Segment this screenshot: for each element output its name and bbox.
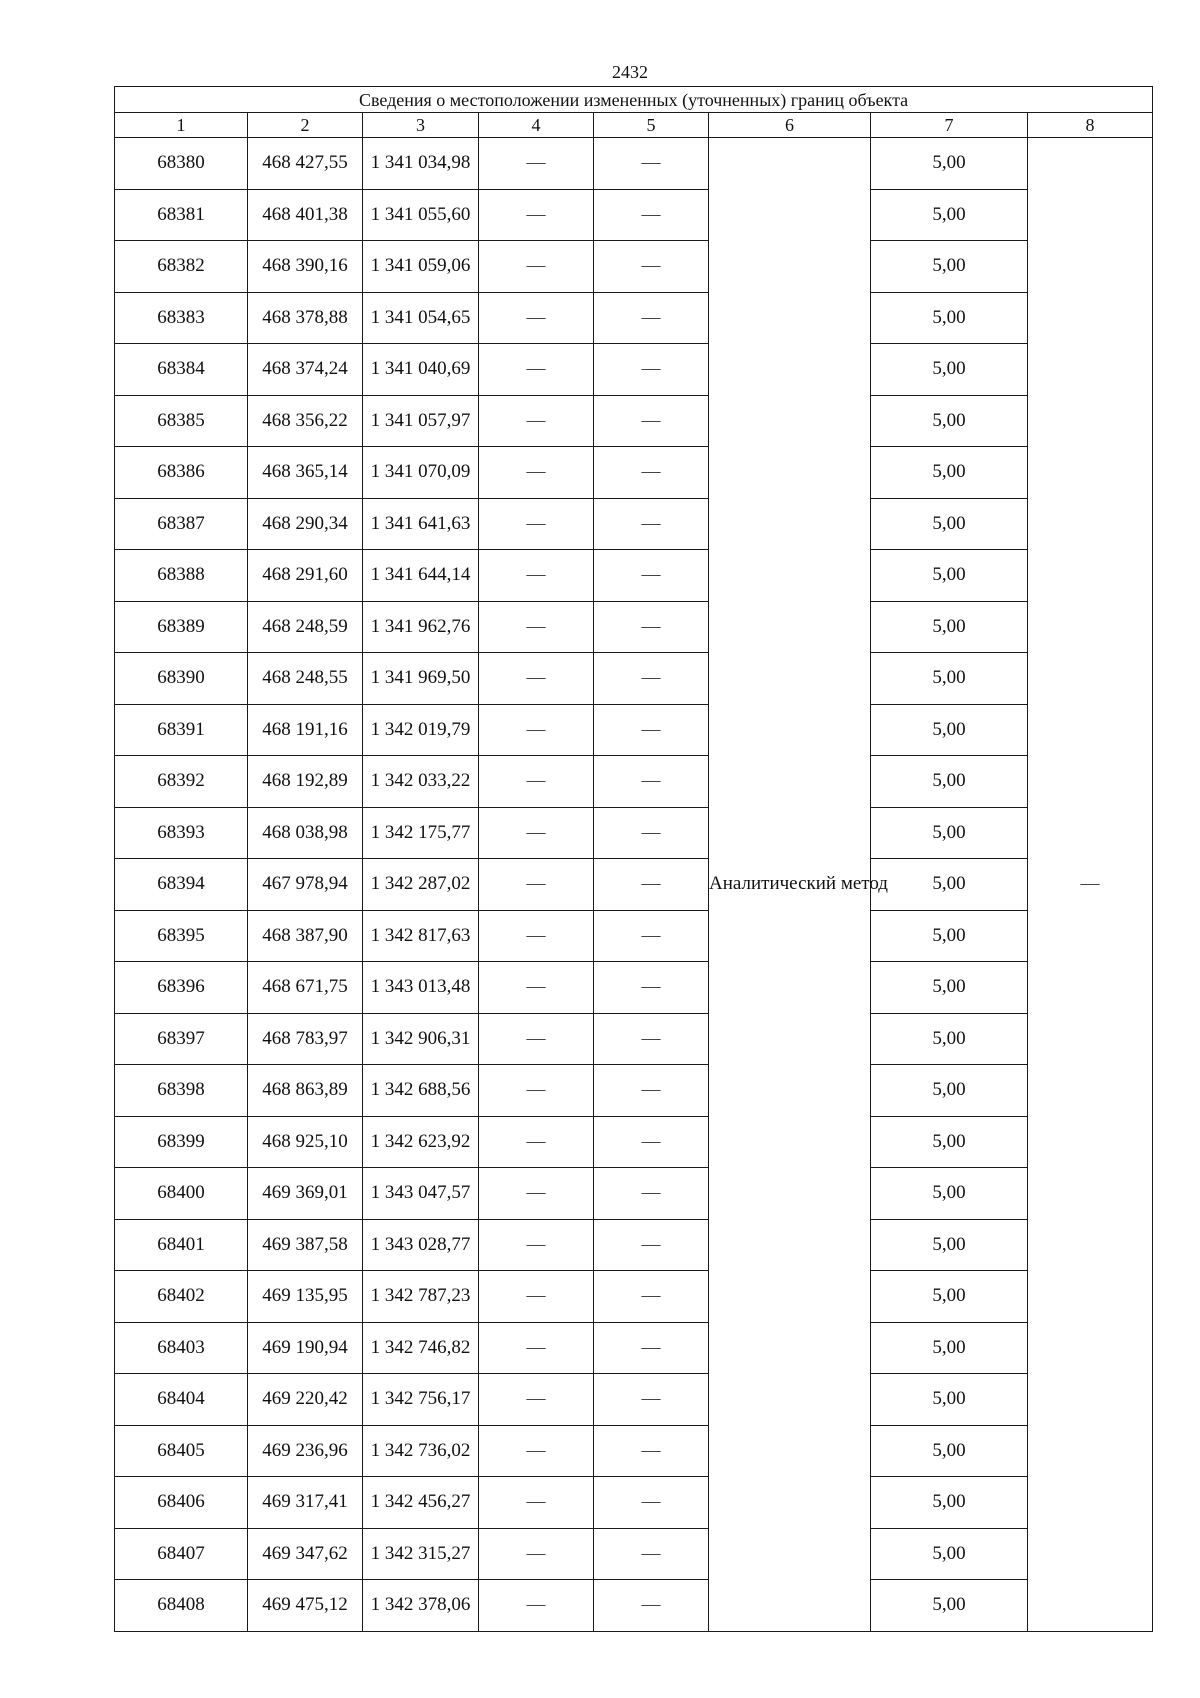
column-header: 7 bbox=[871, 113, 1028, 138]
table-row bbox=[115, 1477, 1153, 1529]
accuracy-cell: 5,00 bbox=[871, 1219, 1028, 1271]
column-4-cell: — bbox=[479, 1425, 594, 1477]
y-coordinate-cell: 1 341 040,69 bbox=[363, 344, 479, 396]
table-row bbox=[115, 292, 1153, 344]
y-coordinate-cell: 1 343 013,48 bbox=[363, 962, 479, 1014]
y-coordinate-cell: 1 342 623,92 bbox=[363, 1116, 479, 1168]
point-number-cell: 68393 bbox=[115, 807, 248, 859]
y-coordinate-cell: 1 341 057,97 bbox=[363, 395, 479, 447]
point-number-cell: 68395 bbox=[115, 910, 248, 962]
column-5-cell: — bbox=[594, 1065, 709, 1117]
column-header: 5 bbox=[594, 113, 709, 138]
y-coordinate-cell: 1 342 033,22 bbox=[363, 756, 479, 808]
column-4-cell: — bbox=[479, 189, 594, 241]
column-5-cell: — bbox=[594, 704, 709, 756]
column-4-cell: — bbox=[479, 653, 594, 705]
y-coordinate-cell: 1 342 756,17 bbox=[363, 1374, 479, 1426]
accuracy-cell: 5,00 bbox=[871, 653, 1028, 705]
column-4-cell: — bbox=[479, 1219, 594, 1271]
table-row bbox=[115, 756, 1153, 808]
point-number-cell: 68385 bbox=[115, 395, 248, 447]
column-5-cell: — bbox=[594, 807, 709, 859]
x-coordinate-cell: 469 220,42 bbox=[248, 1374, 363, 1426]
x-coordinate-cell: 469 369,01 bbox=[248, 1168, 363, 1220]
column-4-cell: — bbox=[479, 395, 594, 447]
y-coordinate-cell: 1 342 906,31 bbox=[363, 1013, 479, 1065]
point-number-cell: 68387 bbox=[115, 498, 248, 550]
x-coordinate-cell: 468 863,89 bbox=[248, 1065, 363, 1117]
accuracy-cell: 5,00 bbox=[871, 601, 1028, 653]
x-coordinate-cell: 468 291,60 bbox=[248, 550, 363, 602]
y-coordinate-cell: 1 342 175,77 bbox=[363, 807, 479, 859]
x-coordinate-cell: 468 248,59 bbox=[248, 601, 363, 653]
column-5-cell: — bbox=[594, 601, 709, 653]
table-row bbox=[115, 1271, 1153, 1323]
table-body bbox=[115, 138, 1153, 1632]
point-number-cell: 68398 bbox=[115, 1065, 248, 1117]
accuracy-cell: 5,00 bbox=[871, 138, 1028, 190]
x-coordinate-cell: 468 378,88 bbox=[248, 292, 363, 344]
table-row bbox=[115, 138, 1153, 190]
point-number-cell: 68383 bbox=[115, 292, 248, 344]
column-4-cell: — bbox=[479, 1580, 594, 1632]
column-5-cell: — bbox=[594, 447, 709, 499]
column-5-cell: — bbox=[594, 962, 709, 1014]
point-number-cell: 68399 bbox=[115, 1116, 248, 1168]
y-coordinate-cell: 1 341 070,09 bbox=[363, 447, 479, 499]
accuracy-cell: 5,00 bbox=[871, 550, 1028, 602]
x-coordinate-cell: 469 475,12 bbox=[248, 1580, 363, 1632]
point-number-cell: 68408 bbox=[115, 1580, 248, 1632]
accuracy-cell: 5,00 bbox=[871, 1065, 1028, 1117]
column-5-cell: — bbox=[594, 138, 709, 190]
accuracy-cell: 5,00 bbox=[871, 344, 1028, 396]
table-row bbox=[115, 1116, 1153, 1168]
y-coordinate-cell: 1 343 047,57 bbox=[363, 1168, 479, 1220]
y-coordinate-cell: 1 342 787,23 bbox=[363, 1271, 479, 1323]
point-number-cell: 68401 bbox=[115, 1219, 248, 1271]
y-coordinate-cell: 1 342 456,27 bbox=[363, 1477, 479, 1529]
point-number-cell: 68390 bbox=[115, 653, 248, 705]
column-4-cell: — bbox=[479, 241, 594, 293]
x-coordinate-cell: 469 190,94 bbox=[248, 1322, 363, 1374]
x-coordinate-cell: 468 290,34 bbox=[248, 498, 363, 550]
column-5-cell: — bbox=[594, 1013, 709, 1065]
accuracy-cell: 5,00 bbox=[871, 807, 1028, 859]
column-5-cell: — bbox=[594, 1477, 709, 1529]
accuracy-cell: 5,00 bbox=[871, 1013, 1028, 1065]
column-5-cell: — bbox=[594, 756, 709, 808]
point-number-cell: 68400 bbox=[115, 1168, 248, 1220]
accuracy-cell: 5,00 bbox=[871, 1580, 1028, 1632]
accuracy-cell: 5,00 bbox=[871, 910, 1028, 962]
table-row bbox=[115, 189, 1153, 241]
point-number-cell: 68406 bbox=[115, 1477, 248, 1529]
point-number-cell: 68389 bbox=[115, 601, 248, 653]
table-row bbox=[115, 1528, 1153, 1580]
y-coordinate-cell: 1 342 019,79 bbox=[363, 704, 479, 756]
table-row bbox=[115, 550, 1153, 602]
y-coordinate-cell: 1 341 034,98 bbox=[363, 138, 479, 190]
y-coordinate-cell: 1 341 644,14 bbox=[363, 550, 479, 602]
column-5-cell: — bbox=[594, 1116, 709, 1168]
accuracy-cell: 5,00 bbox=[871, 1271, 1028, 1323]
x-coordinate-cell: 468 192,89 bbox=[248, 756, 363, 808]
accuracy-cell: 5,00 bbox=[871, 962, 1028, 1014]
x-coordinate-cell: 468 427,55 bbox=[248, 138, 363, 190]
x-coordinate-cell: 468 038,98 bbox=[248, 807, 363, 859]
table-row bbox=[115, 859, 1153, 911]
point-number-cell: 68403 bbox=[115, 1322, 248, 1374]
column-4-cell: — bbox=[479, 292, 594, 344]
boundary-coordinates-table bbox=[114, 86, 1153, 1632]
table-row bbox=[115, 1322, 1153, 1374]
point-number-cell: 68404 bbox=[115, 1374, 248, 1426]
x-coordinate-cell: 468 248,55 bbox=[248, 653, 363, 705]
table-row bbox=[115, 447, 1153, 499]
x-coordinate-cell: 468 925,10 bbox=[248, 1116, 363, 1168]
column-4-cell: — bbox=[479, 1271, 594, 1323]
column-4-cell: — bbox=[479, 498, 594, 550]
table-row bbox=[115, 1425, 1153, 1477]
column-4-cell: — bbox=[479, 859, 594, 911]
x-coordinate-cell: 468 356,22 bbox=[248, 395, 363, 447]
column-header: 2 bbox=[248, 113, 363, 138]
x-coordinate-cell: 469 347,62 bbox=[248, 1528, 363, 1580]
point-number-cell: 68407 bbox=[115, 1528, 248, 1580]
table-row bbox=[115, 1580, 1153, 1632]
y-coordinate-cell: 1 341 969,50 bbox=[363, 653, 479, 705]
x-coordinate-cell: 468 374,24 bbox=[248, 344, 363, 396]
point-number-cell: 68381 bbox=[115, 189, 248, 241]
column-5-cell: — bbox=[594, 1219, 709, 1271]
column-header-row bbox=[115, 113, 1153, 138]
column-5-cell: — bbox=[594, 653, 709, 705]
column-4-cell: — bbox=[479, 550, 594, 602]
point-number-cell: 68388 bbox=[115, 550, 248, 602]
table-row bbox=[115, 807, 1153, 859]
column-5-cell: — bbox=[594, 395, 709, 447]
accuracy-cell: 5,00 bbox=[871, 1322, 1028, 1374]
column-5-cell: — bbox=[594, 1528, 709, 1580]
y-coordinate-cell: 1 341 054,65 bbox=[363, 292, 479, 344]
y-coordinate-cell: 1 342 736,02 bbox=[363, 1425, 479, 1477]
column-5-cell: — bbox=[594, 1374, 709, 1426]
y-coordinate-cell: 1 341 962,76 bbox=[363, 601, 479, 653]
accuracy-cell: 5,00 bbox=[871, 1528, 1028, 1580]
method-cell: Аналитический метод bbox=[709, 138, 871, 1632]
page-number: 2432 bbox=[612, 62, 648, 82]
y-coordinate-cell: 1 342 315,27 bbox=[363, 1528, 479, 1580]
column-4-cell: — bbox=[479, 447, 594, 499]
y-coordinate-cell: 1 342 746,82 bbox=[363, 1322, 479, 1374]
column-5-cell: — bbox=[594, 550, 709, 602]
column-8-cell: — bbox=[1028, 138, 1153, 1632]
column-5-cell: — bbox=[594, 344, 709, 396]
table-row bbox=[115, 601, 1153, 653]
point-number-cell: 68405 bbox=[115, 1425, 248, 1477]
point-number-cell: 68402 bbox=[115, 1271, 248, 1323]
accuracy-cell: 5,00 bbox=[871, 292, 1028, 344]
y-coordinate-cell: 1 341 055,60 bbox=[363, 189, 479, 241]
x-coordinate-cell: 469 135,95 bbox=[248, 1271, 363, 1323]
y-coordinate-cell: 1 343 028,77 bbox=[363, 1219, 479, 1271]
x-coordinate-cell: 468 387,90 bbox=[248, 910, 363, 962]
point-number-cell: 68391 bbox=[115, 704, 248, 756]
table-row bbox=[115, 704, 1153, 756]
x-coordinate-cell: 468 401,38 bbox=[248, 189, 363, 241]
column-4-cell: — bbox=[479, 807, 594, 859]
table-row bbox=[115, 1374, 1153, 1426]
x-coordinate-cell: 468 783,97 bbox=[248, 1013, 363, 1065]
column-header: 4 bbox=[479, 113, 594, 138]
column-header: 6 bbox=[709, 113, 871, 138]
column-5-cell: — bbox=[594, 1322, 709, 1374]
table-row bbox=[115, 910, 1153, 962]
x-coordinate-cell: 468 365,14 bbox=[248, 447, 363, 499]
column-4-cell: — bbox=[479, 1168, 594, 1220]
point-number-cell: 68392 bbox=[115, 756, 248, 808]
table-row bbox=[115, 1219, 1153, 1271]
column-4-cell: — bbox=[479, 910, 594, 962]
accuracy-cell: 5,00 bbox=[871, 704, 1028, 756]
accuracy-cell: 5,00 bbox=[871, 241, 1028, 293]
table-title: Сведения о местоположении измененных (уточненных) границ объекта bbox=[115, 87, 1153, 113]
x-coordinate-cell: 469 236,96 bbox=[248, 1425, 363, 1477]
x-coordinate-cell: 469 317,41 bbox=[248, 1477, 363, 1529]
column-4-cell: — bbox=[479, 1116, 594, 1168]
column-4-cell: — bbox=[479, 1374, 594, 1426]
accuracy-cell: 5,00 bbox=[871, 1168, 1028, 1220]
accuracy-cell: 5,00 bbox=[871, 447, 1028, 499]
x-coordinate-cell: 468 390,16 bbox=[248, 241, 363, 293]
column-header: 3 bbox=[363, 113, 479, 138]
column-5-cell: — bbox=[594, 859, 709, 911]
table-row bbox=[115, 1065, 1153, 1117]
x-coordinate-cell: 467 978,94 bbox=[248, 859, 363, 911]
column-4-cell: — bbox=[479, 1528, 594, 1580]
column-5-cell: — bbox=[594, 1271, 709, 1323]
point-number-cell: 68384 bbox=[115, 344, 248, 396]
accuracy-cell: 5,00 bbox=[871, 1374, 1028, 1426]
column-5-cell: — bbox=[594, 1425, 709, 1477]
column-4-cell: — bbox=[479, 704, 594, 756]
point-number-cell: 68394 bbox=[115, 859, 248, 911]
column-5-cell: — bbox=[594, 241, 709, 293]
table-row bbox=[115, 498, 1153, 550]
table-row bbox=[115, 962, 1153, 1014]
accuracy-cell: 5,00 bbox=[871, 395, 1028, 447]
column-4-cell: — bbox=[479, 1477, 594, 1529]
column-4-cell: — bbox=[479, 138, 594, 190]
y-coordinate-cell: 1 342 287,02 bbox=[363, 859, 479, 911]
column-4-cell: — bbox=[479, 1065, 594, 1117]
table-row bbox=[115, 1013, 1153, 1065]
column-5-cell: — bbox=[594, 292, 709, 344]
x-coordinate-cell: 468 671,75 bbox=[248, 962, 363, 1014]
column-5-cell: — bbox=[594, 910, 709, 962]
column-4-cell: — bbox=[479, 344, 594, 396]
column-4-cell: — bbox=[479, 1322, 594, 1374]
column-5-cell: — bbox=[594, 189, 709, 241]
point-number-cell: 68386 bbox=[115, 447, 248, 499]
column-4-cell: — bbox=[479, 1013, 594, 1065]
column-4-cell: — bbox=[479, 756, 594, 808]
column-header: 1 bbox=[115, 113, 248, 138]
column-header: 8 bbox=[1028, 113, 1153, 138]
accuracy-cell: 5,00 bbox=[871, 1477, 1028, 1529]
accuracy-cell: 5,00 bbox=[871, 498, 1028, 550]
point-number-cell: 68397 bbox=[115, 1013, 248, 1065]
column-4-cell: — bbox=[479, 962, 594, 1014]
point-number-cell: 68382 bbox=[115, 241, 248, 293]
point-number-cell: 68380 bbox=[115, 138, 248, 190]
column-5-cell: — bbox=[594, 1580, 709, 1632]
accuracy-cell: 5,00 bbox=[871, 189, 1028, 241]
table-row bbox=[115, 653, 1153, 705]
y-coordinate-cell: 1 342 378,06 bbox=[363, 1580, 479, 1632]
accuracy-cell: 5,00 bbox=[871, 756, 1028, 808]
table-row bbox=[115, 344, 1153, 396]
accuracy-cell: 5,00 bbox=[871, 859, 1028, 911]
y-coordinate-cell: 1 341 059,06 bbox=[363, 241, 479, 293]
table-row bbox=[115, 395, 1153, 447]
accuracy-cell: 5,00 bbox=[871, 1116, 1028, 1168]
x-coordinate-cell: 469 387,58 bbox=[248, 1219, 363, 1271]
point-number-cell: 68396 bbox=[115, 962, 248, 1014]
column-5-cell: — bbox=[594, 1168, 709, 1220]
accuracy-cell: 5,00 bbox=[871, 1425, 1028, 1477]
y-coordinate-cell: 1 342 817,63 bbox=[363, 910, 479, 962]
column-4-cell: — bbox=[479, 601, 594, 653]
y-coordinate-cell: 1 341 641,63 bbox=[363, 498, 479, 550]
y-coordinate-cell: 1 342 688,56 bbox=[363, 1065, 479, 1117]
x-coordinate-cell: 468 191,16 bbox=[248, 704, 363, 756]
column-5-cell: — bbox=[594, 498, 709, 550]
table-row bbox=[115, 241, 1153, 293]
table-row bbox=[115, 1168, 1153, 1220]
